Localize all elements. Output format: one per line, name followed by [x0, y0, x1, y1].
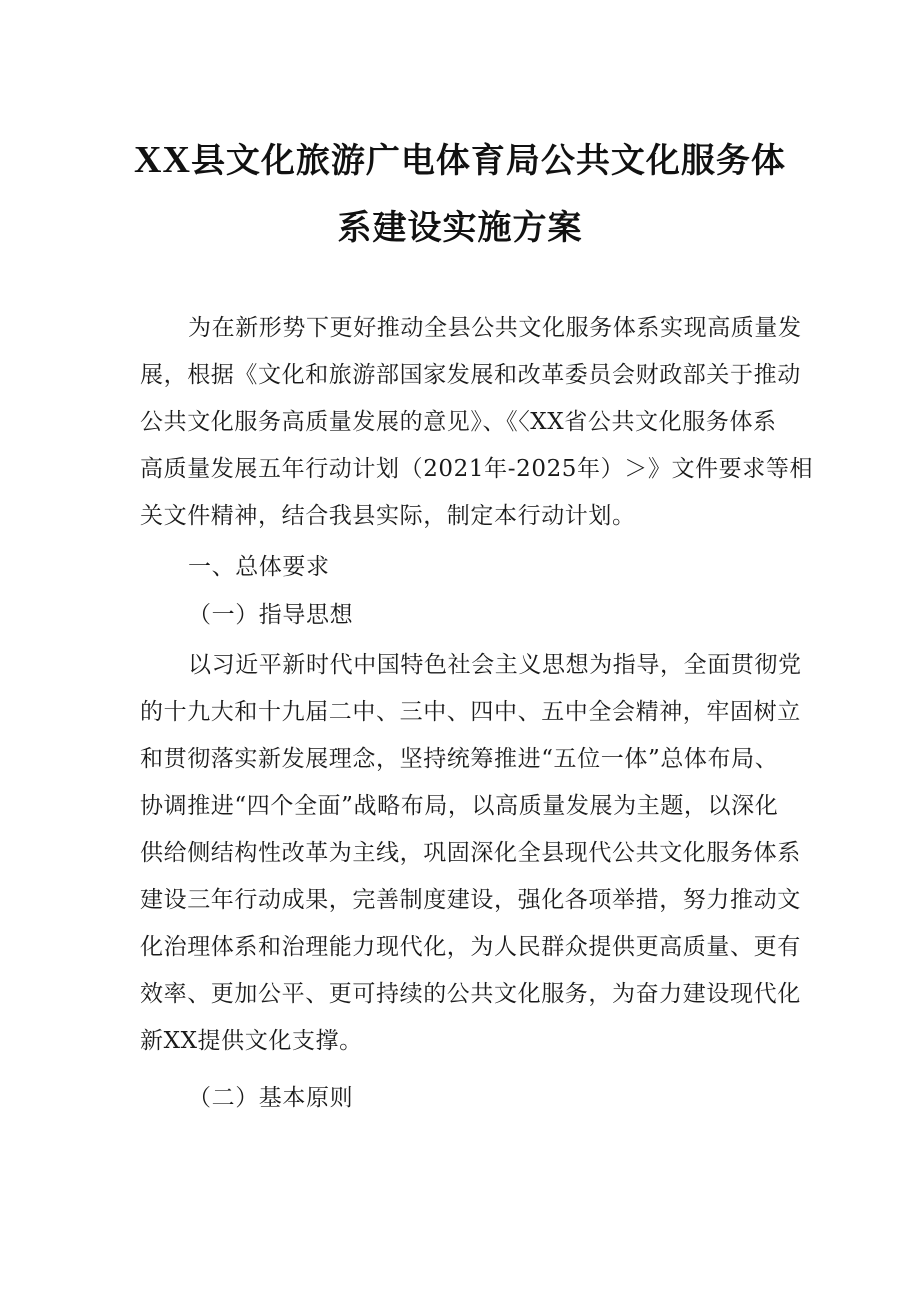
intro-line: 关文件精神，结合我县实际，制定本行动计划。 — [140, 503, 636, 529]
guiding-line: 新XX提供文化支撑。 — [140, 1028, 363, 1054]
subsection-heading: （二）基本原则 — [188, 1085, 354, 1111]
document-title-line-1 — [120, 133, 800, 182]
section-heading: 一、总体要求 — [188, 554, 330, 580]
intro-line: 展，根据《文化和旅游部国家发展和改革委员会财政部关于推动 — [140, 362, 801, 388]
guiding-line: 协调推进“四个全面”战略布局，以高质量发展为主题，以深化 — [140, 793, 779, 819]
title-rest: 县文化旅游广电体育局公共文化服务体 — [190, 141, 786, 181]
guiding-line: 建设三年行动成果，完善制度建设，强化各项举措，努力推动文 — [140, 887, 801, 913]
guiding-line: 和贯彻落实新发展理念，坚持统筹推进“五位一体”总体布局、 — [140, 746, 779, 772]
intro-line: 为在新形势下更好推动全县公共文化服务体系实现高质量发 — [188, 315, 802, 341]
guiding-line: 效率、更加公平、更可持续的公共文化服务，为奋力建设现代化 — [140, 981, 801, 1007]
guiding-line: 以习近平新时代中国特色社会主义思想为指导，全面贯彻党 — [188, 652, 802, 678]
document-title-line-2: 系建设实施方案 — [337, 208, 583, 248]
intro-line: 公共文化服务高质量发展的意见》、《〈XX省公共文化服务体系 — [140, 409, 777, 435]
intro-line: 高质量发展五年行动计划（2021年-2025年）＞》文件要求等相 — [140, 456, 814, 482]
title-prefix: XX — [134, 139, 191, 181]
guiding-line: 化治理体系和治理能力现代化，为人民群众提供更高质量、更有 — [140, 934, 801, 960]
subsection-heading: （一）指导思想 — [188, 602, 354, 628]
guiding-line: 的十九大和十九届二中、三中、四中、五中全会精神，牢固树立 — [140, 699, 801, 725]
guiding-line: 供给侧结构性改革为主线，巩固深化全县现代公共文化服务体系 — [140, 840, 801, 866]
